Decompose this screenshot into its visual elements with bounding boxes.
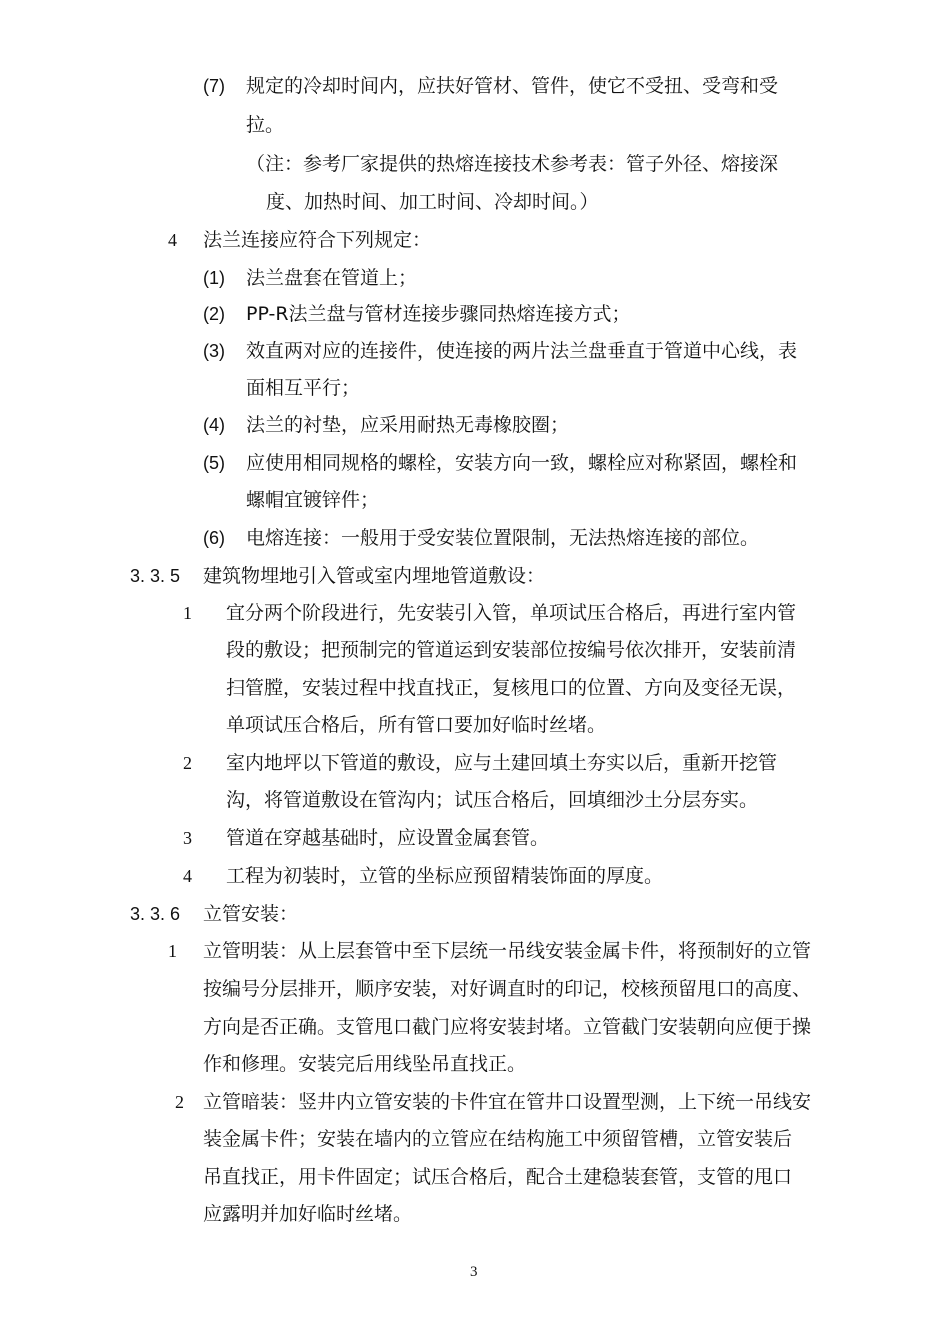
- item-text: 应使用相同规格的螺栓，安装方向一致，螺栓应对称紧固，螺栓和: [246, 452, 798, 474]
- item-text: 扫管膛，安装过程中找直找正，复核甩口的位置、方向及变径无误，: [226, 677, 797, 699]
- item-number: (7): [203, 76, 225, 96]
- note-text: 度、加热时间、加工时间、冷却时间。）: [266, 191, 599, 213]
- item-text: 作和修理。安装完后用线坠吊直找正。: [203, 1053, 527, 1075]
- item-number: 3: [183, 828, 192, 848]
- item-text: 装金属卡件；安装在墙内的立管应在结构施工中须留管槽，立管安装后: [203, 1128, 793, 1150]
- item-number: (1): [203, 268, 225, 288]
- item-number: 4: [183, 866, 192, 886]
- item-text: 工程为初装时，立管的坐标应预留精装饰面的厚度。: [226, 865, 664, 887]
- item-text: 法兰的衬垫，应采用耐热无毒橡胶圈；: [246, 414, 570, 436]
- item-text: 吊直找正，用卡件固定；试压合格后，配合土建稳装套管，支管的甩口: [203, 1166, 793, 1188]
- item-number: 2: [183, 753, 192, 773]
- item-text: 沟，将管道敷设在管沟内；试压合格后，回填细沙土分层夯实。: [226, 789, 759, 811]
- item-number: (2): [203, 304, 225, 324]
- item-text: 规定的冷却时间内，应扶好管材、管件，使它不受扭、受弯和受: [246, 75, 779, 97]
- item-number: 2: [175, 1092, 184, 1112]
- item-number: 1: [183, 603, 192, 623]
- section-title: 立管安装：: [203, 903, 299, 925]
- item-text: 管道在穿越基础时，应设置金属套管。: [226, 827, 550, 849]
- item-text: 拉。: [246, 114, 285, 136]
- item-text: 按编号分层排开，顺序安装，对好调直时的印记，校核预留甩口的高度、: [203, 978, 812, 1000]
- item-text: 方向是否正确。支管甩口截门应将安装封堵。立管截门安装朝向应便于操: [203, 1016, 812, 1038]
- item-text: 室内地坪以下管道的敷设，应与土建回填土夯实以后，重新开挖管: [226, 752, 778, 774]
- item-text: 螺帽宜镀锌件；: [246, 489, 380, 511]
- item-text: 宜分两个阶段进行，先安装引入管，单项试压合格后，再进行室内管: [226, 602, 797, 624]
- item-number: (4): [203, 415, 225, 435]
- section-number: 3. 3. 6: [130, 904, 181, 924]
- item-text: 单项试压合格后，所有管口要加好临时丝堵。: [226, 714, 607, 736]
- clause-title: 法兰连接应符合下列规定：: [203, 229, 432, 251]
- item-number: 1: [168, 941, 177, 961]
- item-text: 应露明并加好临时丝堵。: [203, 1203, 413, 1225]
- section-number: 3. 3. 5: [130, 566, 181, 586]
- section-title: 建筑物埋地引入管或室内埋地管道敷设：: [203, 565, 546, 587]
- item-text: PP-R法兰盘与管材连接步骤同热熔连接方式；: [246, 303, 631, 325]
- item-text: 面相互平行；: [246, 377, 361, 399]
- item-text: 效直两对应的连接件，使连接的两片法兰盘垂直于管道中心线，表: [246, 340, 798, 362]
- item-text: 立管暗装：竖井内立管安装的卡件宜在管井口设置型测，上下统一吊线安: [203, 1091, 812, 1113]
- item-number: (6): [203, 528, 225, 548]
- item-text: 电熔连接：一般用于受安装位置限制，无法热熔连接的部位。: [246, 527, 760, 549]
- item-text: 立管明装：从上层套管中至下层统一吊线安装金属卡件，将预制好的立管: [203, 940, 812, 962]
- item-text: 段的敷设；把预制完的管道运到安装部位按编号依次排开，安装前清: [226, 639, 797, 661]
- item-text: 法兰盘套在管道上；: [246, 267, 418, 289]
- item-number: (5): [203, 453, 225, 473]
- note-text: （注：参考厂家提供的热熔连接技术参考表：管子外径、熔接深: [246, 153, 779, 175]
- clause-number: 4: [168, 230, 177, 250]
- item-number: (3): [203, 341, 225, 361]
- page-number: 3: [470, 1264, 478, 1280]
